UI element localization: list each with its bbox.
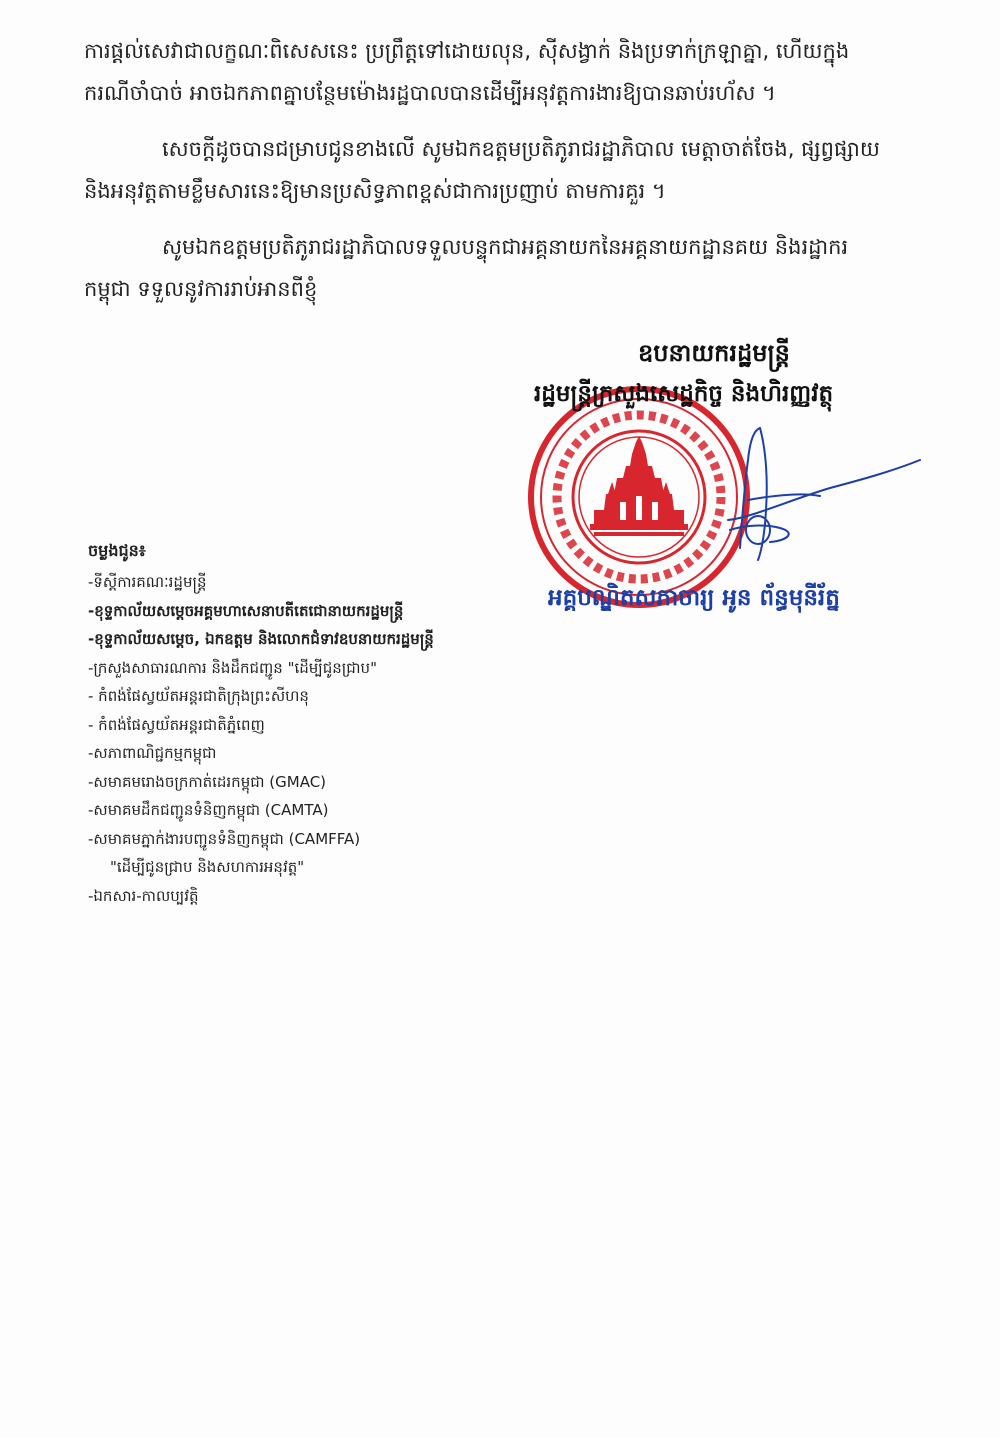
handwritten-signature bbox=[670, 400, 930, 570]
cc-list-item: "ដើម្បីជូនជ្រាប និងសហការអនុវត្ត" bbox=[110, 858, 305, 876]
paragraph-1 bbox=[84, 30, 944, 114]
paragraph-line: សេចក្ដីដូចបានជម្រាបជូនខាងលើ សូមឯកឧត្តមប្រតិភូរាជរដ្ឋាភិបាល មេត្តាចាត់ចែង, ផ្សព្វផ្សាយ bbox=[162, 137, 880, 161]
cc-list-item: -សមាគមរោងចក្រកាត់ដេរកម្ពុជា (GMAC) bbox=[88, 772, 327, 791]
paragraph-line: សូមឯកឧត្តមប្រតិភូរាជរដ្ឋាភិបាលទទួលបន្ទុកជាអគ្គនាយកនៃអគ្គនាយកដ្ឋានគយ និងរដ្ឋាករ bbox=[162, 235, 849, 259]
cc-list-item: -សមាគមដឹកជញ្ជូនទំនិញកម្ពុជា (CAMTA) bbox=[88, 801, 329, 819]
cc-list-item: - កំពង់ផែស្វយ័តអន្តរជាតិក្រុងព្រះសីហនុ bbox=[88, 687, 309, 705]
cc-list-item: -ទីស្តីការគណៈរដ្ឋមន្ត្រី bbox=[88, 573, 207, 591]
cc-list-item: -ឯកសារ-កាលប្បវត្តិ bbox=[88, 886, 199, 905]
cc-list-item: -សភាពាណិជ្ជកម្មកម្ពុជា bbox=[88, 744, 217, 762]
signer-title-secondary: រដ្ឋមន្ត្រីក្រសួងសេដ្ឋកិច្ច និងហិរញ្ញវត្ថុ bbox=[534, 381, 834, 407]
cc-list-item: -សមាគមភ្នាក់ងារបញ្ជូនទំនិញកម្ពុជា (CAMFFA) bbox=[88, 829, 361, 848]
cc-list-item: -ក្រសួងសាធារណការ និងដឹកជញ្ជូន "ដើម្បីជូនជ្រាប" bbox=[88, 658, 377, 677]
paragraph-line: និងអនុវត្តតាមខ្លឹមសារនេះឱ្យមានប្រសិទ្ធភាពខ្ពស់ជាការប្រញាប់ តាមការគួរ ។ bbox=[84, 179, 666, 203]
cc-list bbox=[88, 568, 548, 910]
cc-list-item: - កំពង់ផែស្វយ័តអន្តរជាតិភ្នំពេញ bbox=[88, 715, 265, 734]
cc-heading: ចម្លងជូន៖ bbox=[88, 541, 146, 560]
paragraph-2 bbox=[84, 128, 944, 212]
paragraph-3 bbox=[84, 226, 944, 310]
cc-list-item: -ខុទ្ទកាល័យសម្ដេច, ឯកឧត្តម និងលោកជំទាវឧបនាយករដ្ឋមន្ត្រី bbox=[88, 630, 434, 648]
paragraph-line: ករណីចាំបាច់ អាចឯកភាពគ្នាបន្ថែមម៉ោងរដ្ឋបាលបានដើម្បីអនុវត្តការងារឱ្យបានឆាប់រហ័ស ។ bbox=[84, 81, 776, 105]
letter-body bbox=[84, 30, 944, 324]
paragraph-line: ការផ្ដល់សេវាជាលក្ខណៈពិសេសនេះ ប្រព្រឹត្តទៅដោយលុន, ស៊ីសង្វាក់ និងប្រទាក់ក្រឡាគ្នា, ហើយក្នុង bbox=[84, 39, 850, 63]
signer-title-primary: ឧបនាយករដ្ឋមន្ត្រី bbox=[638, 339, 790, 367]
cc-list-item: -ខុទ្ទកាល័យសម្ដេចអគ្គមហាសេនាបតីតេជោនាយករដ្ឋមន្ត្រី bbox=[88, 601, 404, 620]
signature-block bbox=[520, 330, 960, 650]
signer-name: អគ្គបណ្ឌិតសភាចារ្យ អូន ព័ន្ធមុនីរ័ត្ន bbox=[548, 585, 840, 611]
paragraph-line: កម្ពុជា ទទួលនូវការរាប់អានពីខ្ញុំ bbox=[84, 277, 318, 301]
cc-section bbox=[88, 540, 548, 910]
